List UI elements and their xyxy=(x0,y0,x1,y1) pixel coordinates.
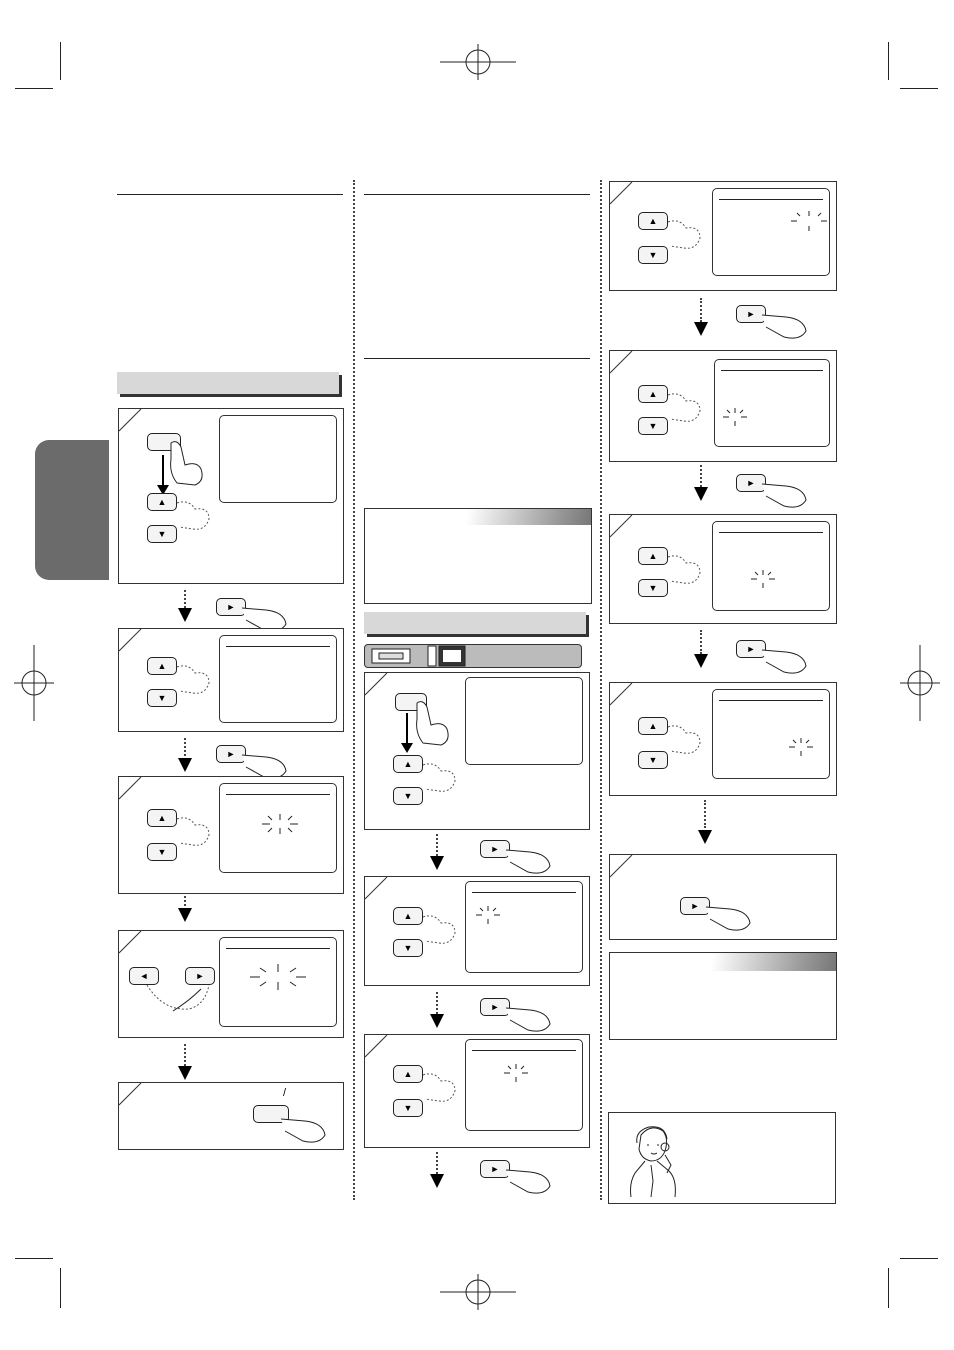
arrow-down-icon xyxy=(401,713,413,753)
flow-arrow-icon xyxy=(694,322,708,336)
flow-dots xyxy=(704,800,706,828)
section-banner xyxy=(117,372,339,394)
tv-screen xyxy=(712,188,830,276)
crop-mark xyxy=(60,1268,61,1308)
column-separator xyxy=(600,180,602,1200)
flow-arrow-icon xyxy=(178,908,192,922)
crop-mark xyxy=(900,88,938,89)
tv-screen xyxy=(219,415,337,503)
up-button[interactable]: ▲ xyxy=(638,717,668,735)
flow-arrow-icon xyxy=(178,608,192,622)
flow-dots xyxy=(700,298,702,322)
blinking-cursor-icon xyxy=(721,406,749,428)
blinking-cursor-icon xyxy=(474,904,502,926)
down-button[interactable]: ▼ xyxy=(147,525,177,543)
step-box xyxy=(364,876,590,986)
hand-icon xyxy=(666,721,706,761)
flow-dots xyxy=(700,465,702,487)
flow-arrow-icon xyxy=(694,487,708,501)
step-corner xyxy=(610,351,640,381)
hand-icon xyxy=(421,911,461,951)
cassette-icon xyxy=(371,648,411,664)
note-header xyxy=(365,509,591,525)
down-button[interactable]: ▼ xyxy=(393,787,423,805)
down-button[interactable]: ▼ xyxy=(147,843,177,861)
help-box xyxy=(608,1112,836,1204)
play-button[interactable]: ► xyxy=(216,745,246,763)
step-box xyxy=(118,776,344,894)
flow-dots xyxy=(436,834,438,856)
tv-screen xyxy=(712,689,830,779)
hand-icon xyxy=(175,813,215,853)
hand-icon xyxy=(421,759,461,799)
crop-mark xyxy=(900,1258,938,1259)
down-button[interactable]: ▼ xyxy=(147,689,177,707)
up-button[interactable]: ▲ xyxy=(638,547,668,565)
play-button[interactable]: ► xyxy=(480,1160,510,1178)
tv-screen xyxy=(465,1039,583,1131)
play-button[interactable]: ► xyxy=(216,598,246,616)
down-button[interactable]: ▼ xyxy=(638,417,668,435)
flow-dots xyxy=(436,992,438,1014)
up-button[interactable]: ▲ xyxy=(638,212,668,230)
hand-icon xyxy=(760,305,810,341)
step-corner xyxy=(119,1083,149,1113)
media-mode-strip xyxy=(364,644,582,668)
tv-screen xyxy=(465,881,583,973)
down-button[interactable]: ▼ xyxy=(638,751,668,769)
down-button[interactable]: ▼ xyxy=(638,246,668,264)
crop-mark xyxy=(15,1258,53,1259)
up-button[interactable]: ▲ xyxy=(393,907,423,925)
flow-dots xyxy=(184,738,186,760)
step-box xyxy=(609,514,837,624)
blinking-cursor-icon xyxy=(789,209,829,233)
tv-screen xyxy=(465,677,583,765)
tv-screen xyxy=(714,359,830,447)
blinking-cursor-icon xyxy=(749,568,777,590)
step-corner xyxy=(610,855,640,885)
play-button[interactable]: ► xyxy=(736,305,766,323)
step-corner xyxy=(610,683,640,713)
up-button[interactable]: ▲ xyxy=(393,1065,423,1083)
play-button[interactable]: ► xyxy=(480,998,510,1016)
hand-icon xyxy=(504,1160,554,1196)
play-button[interactable]: ► xyxy=(736,640,766,658)
blinking-cursor-icon xyxy=(258,812,302,836)
section-rule xyxy=(364,194,590,195)
right-button[interactable]: ► xyxy=(185,967,215,985)
up-button[interactable]: ▲ xyxy=(147,493,177,511)
up-button[interactable]: ▲ xyxy=(147,809,177,827)
hand-icon xyxy=(666,216,706,256)
section-tab xyxy=(35,440,109,580)
hand-icon xyxy=(175,661,215,701)
column-separator xyxy=(353,180,355,1200)
play-button[interactable]: ► xyxy=(736,474,766,492)
note-header xyxy=(610,953,836,971)
step-corner xyxy=(119,629,149,659)
registration-target-right xyxy=(900,645,940,721)
hand-icon xyxy=(760,640,810,676)
hand-icon xyxy=(421,1069,461,1109)
up-button[interactable]: ▲ xyxy=(147,657,177,675)
hand-icon xyxy=(279,1109,329,1145)
step-box xyxy=(364,1034,590,1148)
step-corner xyxy=(610,515,640,545)
tv-screen xyxy=(219,635,337,723)
operator-person-icon xyxy=(621,1121,683,1201)
up-button[interactable]: ▲ xyxy=(393,755,423,773)
crop-mark xyxy=(15,88,53,89)
section-rule xyxy=(117,194,343,195)
registration-target-bottom xyxy=(440,1272,516,1312)
flow-arrow-icon xyxy=(178,1066,192,1080)
blinking-cursor-icon xyxy=(502,1062,530,1084)
step-corner xyxy=(119,409,149,439)
crop-mark xyxy=(888,1268,889,1308)
flow-arrow-icon xyxy=(698,830,712,844)
tv-screen xyxy=(219,783,337,873)
hand-icon xyxy=(413,699,453,749)
left-button[interactable]: ◄ xyxy=(129,967,159,985)
step-corner xyxy=(119,777,149,807)
step-corner xyxy=(119,931,149,961)
hand-icon xyxy=(143,981,213,1021)
registration-target-left xyxy=(14,645,54,721)
section-banner xyxy=(364,612,586,634)
blinking-cursor-icon xyxy=(787,736,815,758)
section-rule xyxy=(364,358,590,359)
step-corner xyxy=(365,877,395,907)
step-box xyxy=(118,1082,344,1150)
flow-dots xyxy=(436,1152,438,1174)
step-corner xyxy=(365,673,395,703)
crop-mark xyxy=(60,42,61,80)
hand-icon xyxy=(167,439,207,489)
step-box xyxy=(609,854,837,940)
note-box xyxy=(609,952,837,1040)
flow-arrow-icon xyxy=(178,758,192,772)
play-button[interactable]: ► xyxy=(680,897,710,915)
blinking-cursor-icon xyxy=(246,962,310,992)
play-button[interactable]: ► xyxy=(480,840,510,858)
tv-screen xyxy=(712,521,830,611)
hand-icon xyxy=(504,840,554,876)
step-box xyxy=(118,408,344,584)
flow-arrow-icon xyxy=(430,1014,444,1028)
flow-arrow-icon xyxy=(430,1174,444,1188)
note-box xyxy=(364,508,592,604)
hand-icon xyxy=(760,474,810,510)
step-corner xyxy=(610,182,640,212)
step-box xyxy=(118,628,344,732)
registration-target-top xyxy=(440,42,516,82)
down-button[interactable]: ▼ xyxy=(638,579,668,597)
hand-icon xyxy=(666,551,706,591)
vcr-mode-icon xyxy=(427,645,467,667)
down-button[interactable]: ▼ xyxy=(393,939,423,957)
flow-dots xyxy=(700,630,702,654)
hand-icon xyxy=(504,998,554,1034)
crop-mark xyxy=(888,42,889,80)
step-box xyxy=(118,930,344,1038)
hand-icon xyxy=(666,389,706,429)
slash-mark: / xyxy=(283,1087,287,1099)
up-button[interactable]: ▲ xyxy=(638,385,668,403)
step-box xyxy=(364,672,590,830)
step-box xyxy=(609,682,837,796)
flow-dots xyxy=(184,1044,186,1066)
step-box xyxy=(609,350,837,462)
step-box xyxy=(609,181,837,291)
down-button[interactable]: ▼ xyxy=(393,1099,423,1117)
hand-icon xyxy=(704,897,754,933)
flow-arrow-icon xyxy=(430,856,444,870)
step-corner xyxy=(365,1035,395,1065)
tv-screen xyxy=(219,937,337,1027)
flow-arrow-icon xyxy=(694,654,708,668)
hand-icon xyxy=(175,497,215,537)
